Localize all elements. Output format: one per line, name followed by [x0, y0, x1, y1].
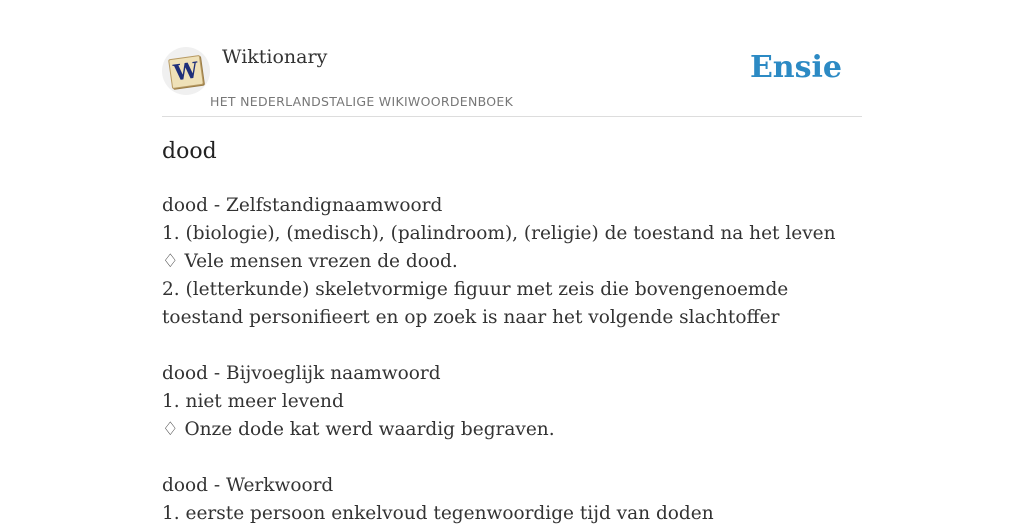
- example-line: ♢ Onze dode kat werd waardig begraven.: [162, 419, 555, 440]
- section-gap: [162, 332, 842, 360]
- definition-line: 1. (biologie), (medisch), (palindroom), (religie) de toestand na het leven: [162, 223, 836, 244]
- section-gap: [162, 444, 842, 472]
- definition-line: 1. niet meer levend: [162, 391, 344, 412]
- section-heading-noun: dood - Zelfstandignaamwoord: [162, 195, 443, 216]
- definition-content: [162, 192, 842, 528]
- site-name[interactable]: Wiktionary: [222, 46, 328, 68]
- section-heading-verb: dood - Werkwoord: [162, 475, 334, 496]
- definition-line: 2. (letterkunde) skeletvormige figuur met zeis die bovengenoemde toestand personifieert en op zoek is naar het volgende slachtoffer: [162, 279, 789, 328]
- site-subtitle: HET NEDERLANDSTALIGE WIKIWOORDENBOEK: [210, 94, 514, 109]
- wiktionary-logo-icon[interactable]: [162, 47, 210, 95]
- section-heading-adjective: dood - Bijvoeglijk naamwoord: [162, 363, 441, 384]
- logo-letter: W: [168, 55, 204, 89]
- ensie-brand-logo[interactable]: Ensie: [749, 50, 842, 85]
- page-title: dood: [162, 139, 217, 164]
- site-header: [162, 44, 862, 117]
- example-line: ♢ Vele mensen vrezen de dood.: [162, 251, 458, 272]
- definition-line: 1. eerste persoon enkelvoud tegenwoordige tijd van doden: [162, 503, 714, 524]
